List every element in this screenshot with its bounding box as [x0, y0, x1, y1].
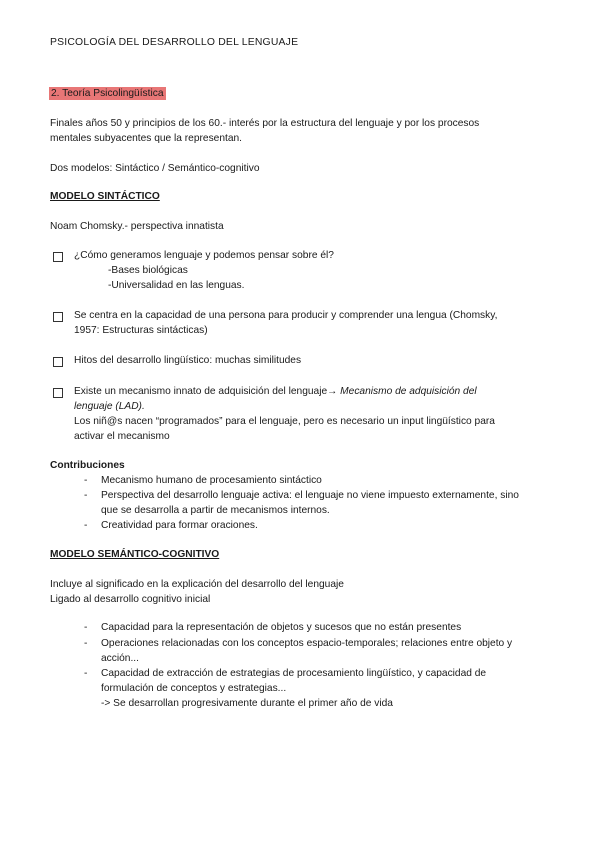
syntactic-item-2-line-1: Se centra en la capacidad de una persona para producir y comprender una lengua (Chomsky, [74, 310, 498, 321]
syntactic-item-1-sub-2: -Universalidad en las lenguas. [108, 280, 245, 291]
semantic-item-2-line-1: Operaciones relacionadas con los conceptos espacio-temporales; relaciones entre objeto y [101, 638, 513, 649]
checkbox-icon[interactable] [53, 252, 63, 262]
syntactic-item-3-line-1: Hitos del desarrollo lingüístico: muchas similitudes [74, 355, 302, 366]
syntactic-item-1-line-1: ¿Cómo generamos lenguaje y podemos pensar sobre él? [74, 250, 334, 261]
section-heading-highlight: 2. Teoría Psicolingüística [51, 88, 164, 99]
syntactic-item-1-sub-1: -Bases biológicas [108, 265, 188, 276]
semantic-item-3-line-3: -> Se desarrollan progresivamente durante el primer año de vida [101, 698, 393, 709]
syntactic-item-2-line-2: 1957: Estructuras sintácticas) [74, 325, 208, 336]
contribution-3: Creatividad para formar oraciones. [101, 520, 258, 531]
syntactic-author-line: Noam Chomsky.- perspectiva innatista [50, 221, 224, 232]
intro-line-2: mentales subyacentes que la representan. [50, 133, 242, 144]
dash-bullet: - [84, 622, 88, 633]
document-title: PSICOLOGÍA DEL DESARROLLO DEL LENGUAJE [50, 37, 299, 48]
dash-bullet: - [84, 475, 88, 486]
syntactic-heading: MODELO SINTÁCTICO [50, 191, 160, 202]
checkbox-icon[interactable] [53, 357, 63, 367]
checkbox-icon[interactable] [53, 388, 63, 398]
arrow-icon: → [327, 386, 338, 397]
dash-bullet: - [84, 490, 88, 501]
semantic-item-1: Capacidad para la representación de objetos y sucesos que no están presentes [101, 622, 462, 633]
contribution-2-line-1: Perspectiva del desarrollo lenguaje activa: el lenguaje no viene impuesto externamente, sino [101, 490, 519, 501]
contribution-1: Mecanismo humano de procesamiento sintáctico [101, 475, 322, 486]
syntactic-item-4-line-2: lenguaje (LAD). [74, 401, 145, 412]
lad-text: Existe un mecanismo innato de adquisición del lenguaje [74, 386, 328, 397]
contributions-heading: Contribuciones [50, 460, 125, 471]
dash-bullet: - [84, 668, 88, 679]
semantic-heading: MODELO SEMÁNTICO-COGNITIVO [50, 549, 220, 560]
models-line: Dos modelos: Sintáctico / Semántico-cognitivo [50, 163, 260, 174]
semantic-item-3-line-2: formulación de conceptos y estrategias... [101, 683, 287, 694]
lad-term: Mecanismo de adquisición del [337, 386, 477, 397]
dash-bullet: - [84, 638, 88, 649]
semantic-item-3-line-1: Capacidad de extracción de estrategias de procesamiento lingüístico, y capacidad de [101, 668, 487, 679]
section-heading [49, 87, 166, 101]
contribution-2-line-2: que se desarrolla a partir de mecanismos internos. [101, 505, 330, 516]
dash-bullet: - [84, 520, 88, 531]
syntactic-item-4-line-3: Los niñ@s nacen “programados” para el lenguaje, pero es necesario un input lingüístico para [74, 416, 495, 427]
semantic-line-1: Incluye al significado en la explicación del desarrollo del lenguaje [50, 579, 344, 590]
semantic-item-2-line-2: acción... [101, 653, 139, 664]
intro-line-1: Finales años 50 y principios de los 60.- interés por la estructura del lenguaje y por los procesos [50, 118, 480, 129]
semantic-line-2: Ligado al desarrollo cognitivo inicial [50, 594, 211, 605]
syntactic-item-4-line-1 [74, 385, 477, 399]
checkbox-icon[interactable] [53, 312, 63, 322]
syntactic-item-4-line-4: activar el mecanismo [74, 431, 170, 442]
